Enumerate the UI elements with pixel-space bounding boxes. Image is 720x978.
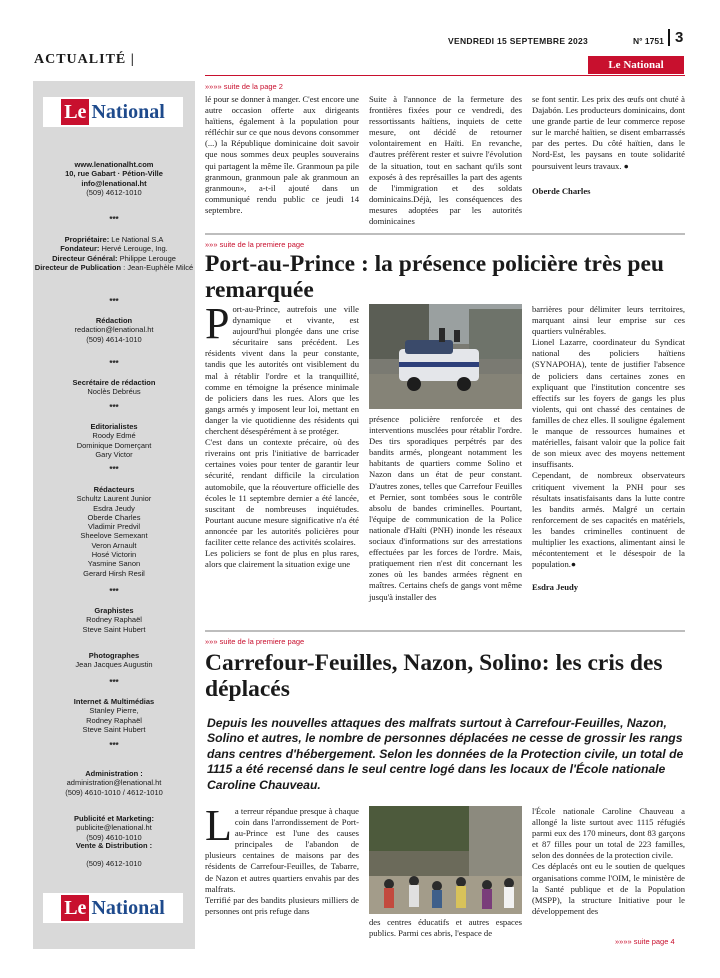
secretary-block: Secrétaire de rédaction Noclès Debréus (72, 378, 156, 397)
article2-column-2: présence policière renforcée et des interventions musclées pour rétablir l'ordre. Des tirs sporadiques perpétrés par des bandits armés, plongeant notamment les habitants de quartiers comme Solino et Nazon dans un état de peur constant. D'autres zones, telles que Carrefour Feuilles et Pernier, sont tombées sous le contrôle absolu de bandes criminelles. Pourtant, l'équipe de communication de la Police nationale d'Haïti (PNH) inonde les réseaux sociaux d'informations sur des arrestations effectuées par les forces de l'ordre. Mais, pratiquement rien n'est dit concernant les zones où les bandes armées règnent en maîtres. Certains chefs de gangs vont même jusqu'à installer des (369, 414, 522, 602)
advertising-block: Publicité et Marketing: publicite@lenational.ht (509) 4610-1010 (33, 814, 195, 842)
dropcap: P (205, 299, 230, 348)
graphists-block: Graphistes Rodney Raphaël Steve Saint Hubert (82, 606, 146, 634)
newspaper-logo (43, 97, 183, 127)
editorialists-block: Editorialistes Roody Edmé Dominique Domerçant Gary Victor (76, 422, 152, 459)
sales-block: Vente & Distribution : (509) 4612-1010 (75, 841, 153, 869)
logo-national: National (91, 101, 165, 123)
newspaper-logo-bottom: Le National (43, 893, 183, 923)
brand-tag: Le National (588, 56, 684, 74)
separator: *** (109, 741, 119, 750)
article3-column-3: l'École nationale Caroline Chauveau a allongé la liste surtout avec 1115 réfugiés parmi eux des 170 mineurs, dont 83 garçons et 87 filles pour un total de 223 familles, selon des données de la protection civile. Ces déplacés ont eu le soutien de quelques organisations comme l'OIM, le ministère de la Santé publique et de la Population (MSPP), la structure Initiative pour le développement des (532, 806, 685, 916)
contact-block (33, 160, 195, 197)
article1-column-2: Suite à l'annonce de la fermeture des frontières fixées pour ce vendredi, des ressortissants haïtiens, inquiets de cette mesure, ont décidé de retourner volontairement en Haïti. En revanche, d'autres préfèrent rester et suivre l'évolution de la situation, tout en sachant qu'ils sont exposés à des représailles la part des agents de l'immigration et des soldats dominicains.Déjà, les conséquences des mesures adoptées par les autorités dominicaines (369, 94, 522, 227)
article3-column-2: des centres éducatifs et autres espaces publics. Parmi ces abris, l'espace de (369, 917, 522, 939)
separator: *** (109, 215, 119, 224)
ownership-block: Propriétaire: Le National S.A Fondateur: Hervé Lerouge, Ing. Directeur Général: Philippe Lerouge Directeur de Publication : Jean-Euphèle Milcé (34, 235, 194, 272)
administration-block: Administration : administration@lenational.ht (509) 4610-1010 / 4612-1010 (33, 769, 195, 797)
masthead-sidebar (33, 81, 195, 949)
police-patrol-photo (369, 304, 522, 409)
internet-block: Internet & Multimédias Stanley Pierre, Rodney Raphaël Steve Saint Hubert (73, 697, 155, 734)
separator: *** (109, 297, 119, 306)
section-title: ACTUALITÉ | (34, 52, 135, 67)
header-rule (205, 75, 685, 76)
article2-headline: Port-au-Prince : la présence policière très peu remarquée (205, 251, 664, 303)
article2-column-1: P ort-au-Prince, autrefois une ville dynamique et vivante, est aujourd'hui plongée dans une crise sécuritaire sans précédent. Les résidents vivent dans la peur constante, tandis que les autorités ont visiblement du mal à rétablir l'ordre et la tranquillité, comme en témoigne la présence minimale de policiers dans les rues. Alors que les gangs armés y imposent leur loi, mettant en danger la vie quotidienne des résidents qui cherchent désespérément à se protéger. C'est dans un contexte précaire, où des riverains ont pris l'initiative de barricader certaines voies pour tenter de garantir leur sécurité, rendant difficile la circulation automobile, que la réouverture officielle des écoles le 11 septembre dernier a été lancée, suscitant de nombreuses inquiétudes. Pourtant aucune mesure significative n'a été annoncée par les autorités policières pour faciliter cette relance des activités scolaires. Les policiers se font de plus en plus rares, alors que clairement la situation exige une (205, 299, 359, 570)
continuation-kicker[interactable]: »»» suite de la premiere page (205, 240, 305, 249)
continuation-kicker[interactable]: »»»» suite de la page 2 (205, 82, 283, 91)
continuation-kicker[interactable]: »»» suite de la premiere page (205, 637, 305, 646)
email-link[interactable]: info@lenational.ht (81, 178, 147, 188)
separator: *** (109, 465, 119, 474)
separator: *** (109, 587, 119, 596)
address: 10, rue Gabart · Pétion-Ville (65, 169, 163, 179)
article1-author: Oberde Charles (532, 185, 591, 196)
issue-date: VENDREDI 15 SEPTEMBRE 2023 (448, 36, 589, 46)
redaction-block: Rédaction redaction@lenational.ht (509) 4614-1010 (33, 316, 195, 344)
logo-le: Le (61, 99, 89, 125)
article1-column-1: lé pour se donner à manger. C'est encore une autre occasion offerte aux dirigeants haïtiens, également à la population pour réfléchir sur ce que nous devons consommer (...) la République dominicaine doit savoir que nous sommes deux peuples souverains qui partagent la même île. Granmoun pa pile granmoun, granmoun pale ak granmoun an granmoun», a-t-il ajouté dans un communiqué rendu public ce jeudi 14 septembre. (205, 94, 359, 215)
article1-column-3: se font sentir. Les prix des œufs ont chuté à Dajabón. Les producteurs dominicains, dont une grande partie de leur commerce repose sur le marché haïtien, se disent embarrassés par des pertes. Du côté haïtien, dans le Nord-Est, les paysans en toute solidarité poursuivent leurs travaux. ● Oberde Charles (532, 94, 685, 196)
separator: *** (109, 403, 119, 412)
article3-column-1: L a terreur répandue presque à chaque coin dans l'arrondissement de Port-au-Prince est l'une des causes principales de l'abandon de plusieurs centaines de maisons par des résidents de Carrefour-Feuilles, de Tabarre, de Nazon et autres quartiers envahis par des malfrats. Terrifié par des bandits plusieurs milliers de personnes ont pris refuge dans (205, 801, 359, 916)
website-link[interactable]: www.lenationalht.com (74, 160, 154, 169)
redaction-email[interactable]: redaction@lenational.ht (74, 325, 154, 335)
section-divider (205, 630, 685, 632)
page-number: 3 (668, 29, 683, 46)
dropcap: L (205, 801, 232, 850)
displaced-people-photo (369, 806, 522, 914)
article3-lead: Depuis les nouvelles attaques des malfrats surtout à Carrefour-Feuilles, Nazon, Solino et autres, le nombre de personnes déplacées ne cesse de grossir les rangs dans centres d'hébergement. Selon les données de la Protection civile, un total de 1115 a été recensé dans le seul centre logé dans les locaux de l'École nationale Caroline Chauveau. (207, 716, 684, 792)
photographers-block: Photographes Jean Jacques Augustin (75, 651, 153, 670)
advertising-email[interactable]: publicite@lenational.ht (76, 823, 152, 833)
separator: *** (109, 678, 119, 687)
admin-email[interactable]: administration@lenational.ht (66, 778, 162, 788)
issue-number: N° 1751 (633, 36, 664, 46)
section-divider (205, 233, 685, 235)
phone: (509) 4612-1010 (86, 187, 142, 197)
separator: *** (109, 359, 119, 368)
continued-page-link[interactable]: »»»» suite page 4 (615, 937, 675, 946)
article2-column-3: barrières pour délimiter leurs territoires, marquant ainsi leur emprise sur ces quartiers vulnérables. Lionel Lazarre, coordinateur du Syndicat national des policiers haïtiens (SYNAPOHA), tente de justifier l'absence de policiers dans certaines zones en expliquant que l'institution concentre ses effectifs sur les foyers de gangs les plus violents, qui ont chassé des centaines de familles de chez elles. Il souligne également le manque de ressources humaines et matérielles, faisant valoir que la police fait de son mieux avec des moyens nettement insuffisants. Cependant, de nombreux observateurs critiquent vivement la PNH pour ses résultats insatisfaisants dans la lutte contre les bandits armés. Malgré un certain renforcement de ses capacités en matériels, les bandes criminelles continuent de multiplier les exactions, alimentant ainsi le mécontentement et le désespoir de la population.● Esdra Jeudy (532, 304, 685, 593)
article2-author: Esdra Jeudy (532, 582, 579, 593)
article3-headline: Carrefour-Feuilles, Nazon, Solino: les cris des déplacés (205, 650, 663, 702)
reporters-block: Rédacteurs Schultz Laurent Junior Esdra Jeudy Oberde Charles Vladimir Predvil Sheelove Semexant Veron Arnault Hosé Victorin Yasmine Sanon Gerard Hirsh Resil (76, 485, 152, 578)
